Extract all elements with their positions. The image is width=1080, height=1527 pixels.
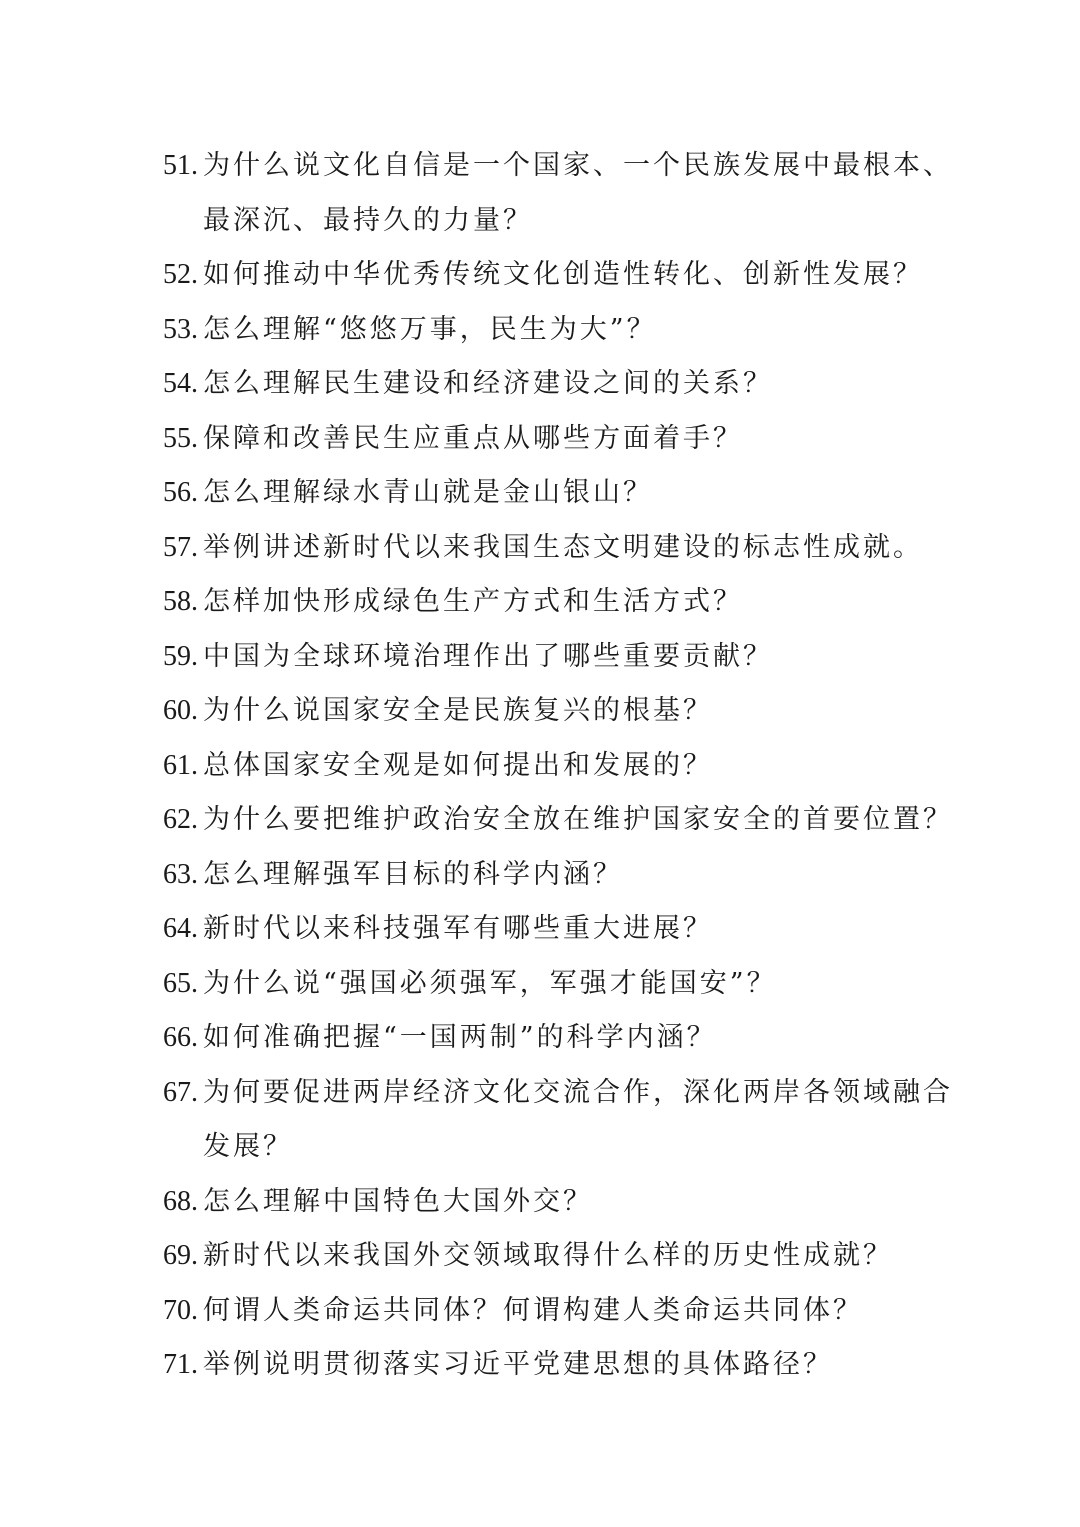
question-number: 53. — [163, 313, 198, 345]
list-item — [163, 1229, 963, 1284]
question-text: 怎么理解绿水青山就是金山银山？ — [203, 477, 653, 508]
question-number: 58. — [163, 586, 198, 617]
question-number: 68. — [163, 1185, 198, 1217]
list-item — [163, 848, 963, 903]
question-number: 69. — [163, 1240, 198, 1271]
list-item — [163, 739, 963, 794]
question-number: 60. — [163, 695, 198, 726]
question-text: 怎么理解民生建设和经济建设之间的关系？ — [203, 368, 773, 399]
question-number: 70. — [163, 1294, 198, 1326]
question-number: 61. — [163, 749, 198, 781]
list-item — [163, 1338, 963, 1393]
list-item — [163, 139, 963, 248]
list-item — [163, 248, 963, 303]
question-text: 怎样加快形成绿色生产方式和生活方式？ — [203, 586, 743, 617]
question-text: 为什么要把维护政治安全放在维护国家安全的首要位置？ — [203, 804, 953, 835]
question-number: 56. — [163, 477, 198, 508]
question-number: 62. — [163, 804, 198, 835]
list-item — [163, 1284, 963, 1339]
list-item — [163, 684, 963, 739]
question-text: 怎么理解中国特色大国外交？ — [203, 1185, 593, 1217]
list-item — [163, 521, 963, 576]
list-item — [163, 412, 963, 467]
list-item — [163, 1175, 963, 1230]
question-text: 为什么说国家安全是民族复兴的根基？ — [203, 695, 713, 726]
question-text: 何谓人类命运共同体？何谓构建人类命运共同体？ — [203, 1294, 863, 1326]
question-number: 66. — [163, 1022, 198, 1053]
question-number: 51. — [163, 150, 198, 181]
question-text: 为什么说“强国必须强军，军强才能国安”？ — [203, 967, 777, 999]
question-text: 怎么理解强军目标的科学内涵？ — [203, 858, 623, 890]
question-text: 如何推动中华优秀传统文化创造性转化、创新性发展？ — [203, 259, 923, 290]
question-number: 71. — [163, 1349, 198, 1380]
question-number: 59. — [163, 640, 198, 672]
list-item — [163, 1011, 963, 1066]
question-text: 中国为全球环境治理作出了哪些重要贡献？ — [203, 640, 773, 672]
question-list — [163, 139, 963, 1393]
question-text: 怎么理解“悠悠万事，民生为大”？ — [203, 313, 657, 345]
list-item — [163, 1066, 963, 1175]
question-number: 67. — [163, 1076, 198, 1108]
list-item — [163, 630, 963, 685]
question-text: 如何准确把握“一国两制”的科学内涵？ — [203, 1022, 717, 1053]
list-item — [163, 466, 963, 521]
question-number: 54. — [163, 368, 198, 399]
list-item — [163, 902, 963, 957]
question-text: 总体国家安全观是如何提出和发展的？ — [203, 749, 713, 781]
question-text: 举例讲述新时代以来我国生态文明建设的标志性成就。 — [203, 531, 923, 563]
question-text: 保障和改善民生应重点从哪些方面着手？ — [203, 422, 743, 454]
question-number: 55. — [163, 422, 198, 454]
list-item — [163, 957, 963, 1012]
list-item — [163, 357, 963, 412]
question-number: 57. — [163, 531, 198, 563]
question-number: 65. — [163, 967, 198, 999]
list-item — [163, 303, 963, 358]
question-number: 64. — [163, 913, 198, 944]
question-text: 新时代以来科技强军有哪些重大进展？ — [203, 913, 713, 944]
list-item — [163, 575, 963, 630]
question-number: 63. — [163, 858, 198, 890]
question-text: 为什么说文化自信是一个国家、一个民族发展中最根本、最深沉、最持久的力量？ — [203, 150, 953, 236]
question-text: 为何要促进两岸经济文化交流合作，深化两岸各领域融合发展？ — [203, 1076, 953, 1162]
question-text: 举例说明贯彻落实习近平党建思想的具体路径？ — [203, 1349, 833, 1380]
question-text: 新时代以来我国外交领域取得什么样的历史性成就？ — [203, 1240, 893, 1271]
question-number: 52. — [163, 259, 198, 290]
list-item — [163, 793, 963, 848]
